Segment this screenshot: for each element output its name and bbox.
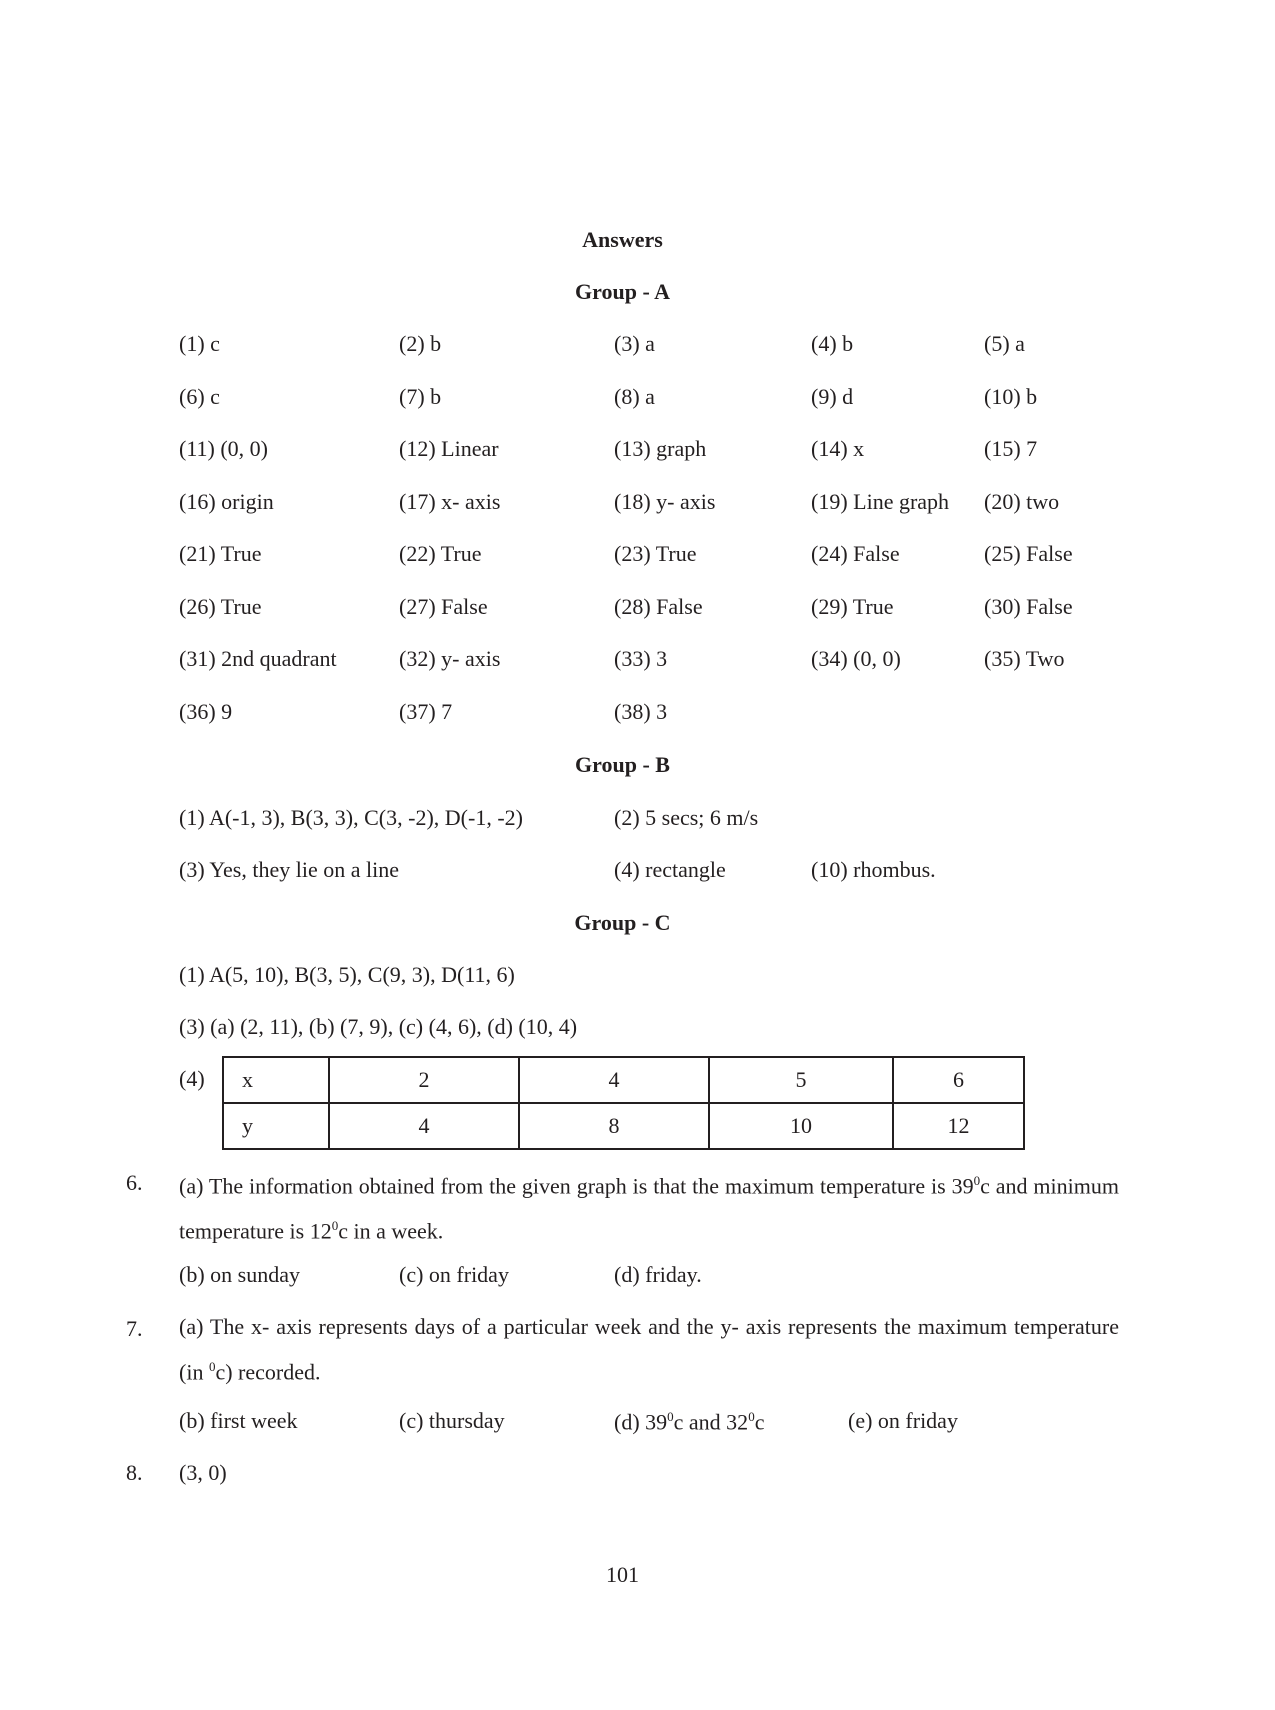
page-title: Answers [582,227,663,252]
group-a-answer: (34) (0, 0) [811,646,901,671]
q7-text-part: c) recorded. [215,1359,321,1385]
question-7-answer-b: (b) first week [179,1408,298,1433]
q6-superscript: 0 [973,1173,981,1188]
question-7-number: 7. [126,1316,143,1341]
group-b-answer-3: (3) Yes, they lie on a line [179,857,399,882]
group-a-answer: (16) origin [179,489,274,514]
page-number: 101 [606,1562,639,1587]
group-a-answer: (17) x- axis [399,489,501,514]
q6-text-part: (a) The information obtained from the given graph is that the maximum temperature is 39 [179,1173,974,1199]
group-b-answer-1: (1) A(-1, 3), B(3, 3), C(3, -2), D(-1, -2) [179,805,523,830]
table-row-y [223,1103,1024,1149]
group-a-answer: (35) Two [984,646,1065,671]
table-cell: 10 [709,1103,893,1149]
question-6-number: 6. [126,1170,143,1195]
group-a-answer: (14) x [811,436,865,461]
group-a-answer: (23) True [614,541,697,566]
group-a-answer: (8) a [614,384,655,409]
question-7-answer-c: (c) thursday [399,1408,505,1433]
group-b-heading: Group - B [575,752,670,777]
group-a-answer: (7) b [399,384,442,409]
group-a-answer: (5) a [984,331,1025,356]
table-cell-y-label: y [223,1103,329,1149]
question-6-answer-d: (d) friday. [614,1262,702,1287]
group-a-answer: (24) False [811,541,900,566]
group-a-answer: (19) Line graph [811,489,950,514]
group-a-answer: (28) False [614,594,703,619]
group-a-answer: (11) (0, 0) [179,436,268,461]
group-a-answer: (32) y- axis [399,646,501,671]
table-cell: 12 [893,1103,1024,1149]
question-8-answer: (3, 0) [179,1460,227,1485]
table-cell-x-label: x [223,1057,329,1103]
group-a-answer: (3) a [614,331,655,356]
group-c-answer-1: (1) A(5, 10), B(3, 5), C(9, 3), D(11, 6) [179,962,515,987]
group-a-answer: (1) c [179,331,220,356]
group-a-answer: (31) 2nd quadrant [179,646,337,671]
q7-text-part: (a) The x- axis represents days of a particular week and the y- axis represents the maximum temperature (in [179,1314,1119,1385]
group-a-answer: (4) b [811,331,854,356]
group-a-answer: (10) b [984,384,1038,409]
group-c-answer-3: (3) (a) (2, 11), (b) (7, 9), (c) (4, 6), (d) (10, 4) [179,1014,578,1039]
q6-superscript: 0 [331,1218,339,1234]
q7-d-part: c [754,1409,765,1435]
group-a-answer: (12) Linear [399,436,499,461]
table-cell: 5 [709,1057,893,1103]
group-b-answer-2: (2) 5 secs; 6 m/s [614,805,759,830]
group-a-answer: (13) graph [614,436,707,461]
group-a-answer: (27) False [399,594,488,619]
xy-value-table [222,1056,1025,1150]
group-a-answer: (21) True [179,541,262,566]
group-a-answer: (29) True [811,594,894,619]
table-cell: 2 [329,1057,519,1103]
group-c-heading: Group - C [574,910,671,935]
group-a-answer: (25) False [984,541,1073,566]
group-a-answer: (26) True [179,594,262,619]
group-a-answer: (20) two [984,489,1060,514]
group-a-answer: (15) 7 [984,436,1038,461]
table-cell: 8 [519,1103,709,1149]
q7-d-part: (d) 39 [614,1409,668,1435]
group-a-answer: (33) 3 [614,646,668,671]
q7-superscript: 0 [208,1359,216,1374]
question-6-answer-b: (b) on sunday [179,1262,300,1287]
table-cell: 6 [893,1057,1024,1103]
group-a-answer: (2) b [399,331,442,356]
question-7-answer-e: (e) on friday [848,1408,958,1433]
group-b-answer-4: (4) rectangle [614,857,726,882]
q7-superscript: 0 [667,1409,674,1424]
question-8-number: 8. [126,1460,143,1485]
question-7-answer-d [614,1410,764,1433]
q6-text-part: c in a week. [338,1218,444,1244]
question-6-answer-a [179,1161,1119,1252]
group-a-answer: (22) True [399,541,482,566]
group-a-answer: (36) 9 [179,699,233,724]
group-c-answer-4-label: (4) [179,1066,205,1091]
group-a-answer: (9) d [811,384,854,409]
table-cell: 4 [329,1103,519,1149]
table-cell: 4 [519,1057,709,1103]
q7-d-part: c and 32 [673,1409,749,1435]
group-a-answer: (38) 3 [614,699,668,724]
group-a-answer: (30) False [984,594,1073,619]
q7-superscript: 0 [748,1409,755,1424]
group-a-answer: (37) 7 [399,699,453,724]
group-b-answer-10: (10) rhombus. [811,857,936,882]
group-a-heading: Group - A [575,279,670,304]
question-7-answer-a [179,1307,1119,1392]
question-6-answer-c: (c) on friday [399,1262,509,1287]
table-row-x [223,1057,1024,1103]
q6-text-part: c and minimum temperature is 12 [179,1173,1119,1244]
group-a-answer: (6) c [179,384,220,409]
group-a-answer: (18) y- axis [614,489,716,514]
